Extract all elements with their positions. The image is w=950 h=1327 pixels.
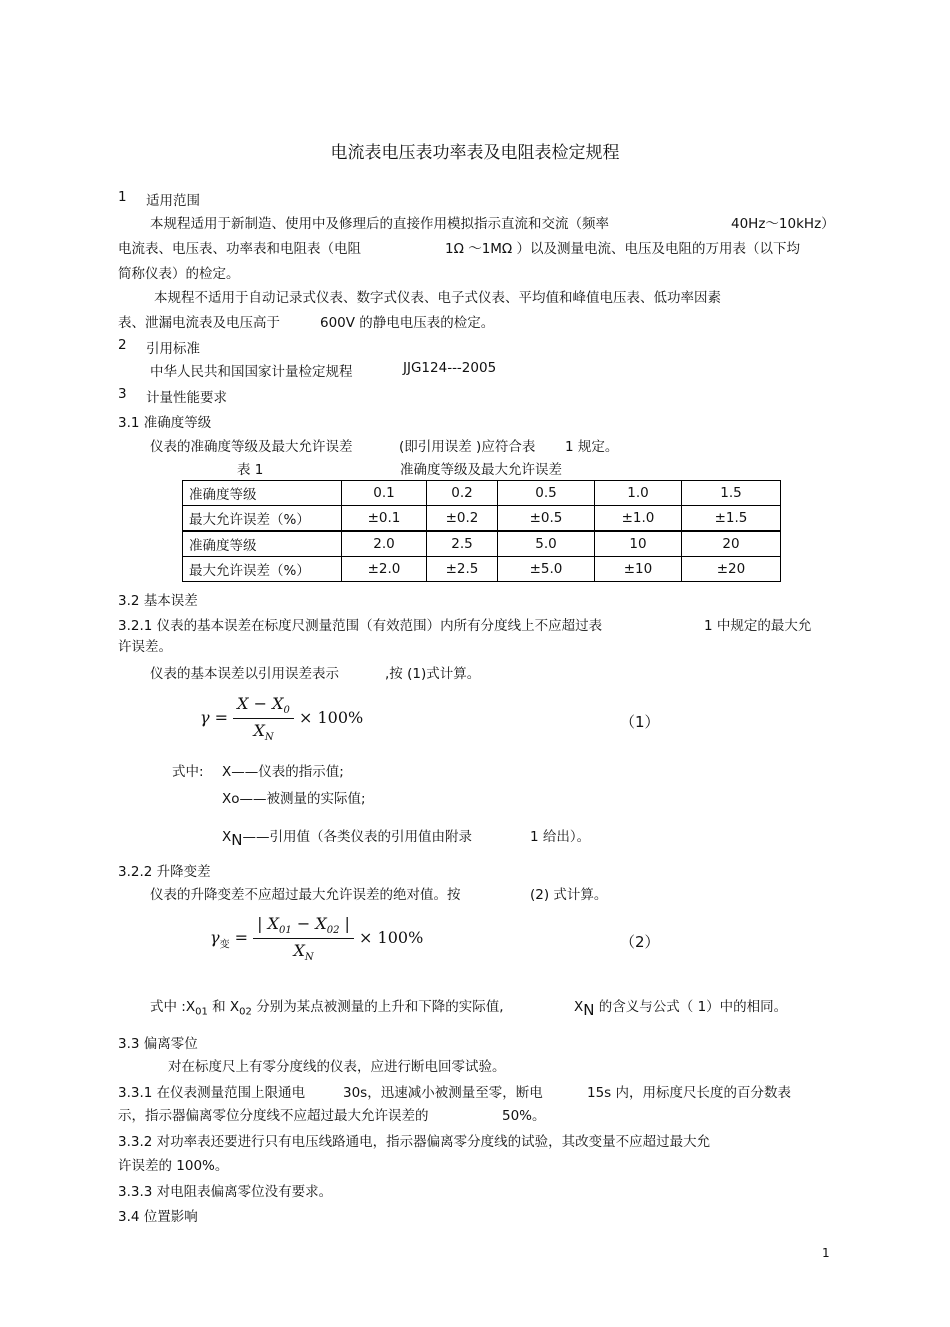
table-cell: ±20 [682, 557, 781, 582]
s1-paragraph-1d: 1Ω ～1MΩ ）以及测量电流、电压及电阻的万用表（以下均 [445, 241, 801, 257]
table-row [183, 531, 781, 557]
table-row-header: 最大允许误差（%） [183, 506, 342, 532]
table-cell: ±0.5 [498, 506, 595, 532]
s332-text-a: 3.3.2 对功率表还要进行只有电压线路通电，指示器偏离零分度线的试验，其改变量不应超过最大允 [118, 1134, 711, 1150]
section-3-heading: 计量性能要求 [146, 390, 227, 406]
s322-text-a: 仪表的升降变差不应超过最大允许误差的绝对值。按 [150, 887, 461, 903]
s331-text-b: 30s，迅速减小被测量至零，断电 [343, 1085, 543, 1101]
definition-xn-symbol: X [222, 829, 232, 845]
reference-code: JJG124---2005 [403, 360, 497, 376]
section-3-2-2-heading: 3.2.2 升降变差 [118, 864, 211, 880]
page-number: 1 [822, 1246, 830, 1260]
s331-text-e: 50%。 [502, 1108, 546, 1124]
section-1-number: 1 [118, 189, 127, 205]
s1-paragraph-1e: 简称仪表）的检定。 [118, 266, 240, 282]
s321-text-c: 许误差。 [118, 639, 172, 655]
definition-x: X——仪表的指示值; [222, 764, 344, 780]
table-row-header: 准确度等级 [183, 481, 342, 506]
accuracy-table [182, 480, 781, 582]
s331-text-c: 15s 内，用标度尺长度的百分数表 [587, 1085, 792, 1101]
eq2-def-part: 式中 :X [150, 999, 196, 1015]
equation-2-definition-2 [574, 995, 788, 1019]
s31-text: 仪表的准确度等级及最大允许误差 [150, 439, 353, 455]
s322-text-b: (2) 式计算。 [530, 887, 608, 903]
definition-xn [222, 825, 472, 849]
table-label: 表 1 [237, 462, 264, 478]
s33-text: 对在标度尺上有零分度线的仪表，应进行断电回零试验。 [168, 1059, 506, 1075]
eq2-def-sub: 02 [239, 1006, 252, 1018]
eq2-def-sub: 01 [195, 1006, 208, 1018]
table-row [183, 557, 781, 582]
s321-text-d: 仪表的基本误差以引用误差表示 [150, 666, 339, 682]
s1-paragraph-1c: 电流表、电压表、功率表和电阻表（电阻 [118, 241, 361, 257]
table-cell: 1.5 [682, 481, 781, 506]
table-cell: ±10 [595, 557, 682, 582]
eq2-def-part: 分别为某点被测量的上升和下降的实际值, [256, 999, 504, 1015]
where-label: 式中: [172, 764, 204, 780]
eq2-def-part: 的含义与公式（ 1）中的相同。 [598, 999, 788, 1015]
table-row-header: 准确度等级 [183, 531, 342, 557]
eq2-def-part: 和 X [212, 999, 240, 1015]
equation-2-number: （2） [620, 933, 660, 951]
section-3-number: 3 [118, 386, 127, 402]
table-cell: ±0.1 [342, 506, 427, 532]
section-3-4-heading: 3.4 位置影响 [118, 1209, 198, 1225]
s1-paragraph-2a: 本规程不适用于自动记录式仪表、数字式仪表、电子式仪表、平均值和峰值电压表、低功率因素 [154, 290, 721, 306]
table-cell: 0.2 [427, 481, 498, 506]
table-row [183, 481, 781, 506]
page-title: 电流表电压表功率表及电阻表检定规程 [330, 143, 620, 163]
table-cell: 5.0 [498, 531, 595, 557]
s331-text-d: 示，指示器偏离零位分度线不应超过最大允许误差的 [118, 1108, 429, 1124]
table-caption: 准确度等级及最大允许误差 [400, 462, 562, 478]
table-cell: 0.5 [498, 481, 595, 506]
eq2-def-sub: N [583, 1001, 595, 1019]
section-1-heading: 适用范围 [146, 193, 200, 209]
s331-text-a: 3.3.1 在仪表测量范围上限通电 [118, 1085, 306, 1101]
s333-text: 3.3.3 对电阻表偏离零位没有要求。 [118, 1184, 333, 1200]
section-3-3-heading: 3.3 偏离零位 [118, 1036, 198, 1052]
table-cell: ±0.2 [427, 506, 498, 532]
equation-1: γ = $\frac{X - X_0}{X_N}$ × 100% [200, 694, 364, 744]
s321-text-e: ,按 (1)式计算。 [385, 666, 481, 682]
table-cell: ±1.5 [682, 506, 781, 532]
s1-paragraph-2b: 表、泄漏电流表及电压高于 [118, 315, 280, 331]
equation-2-definition [150, 995, 504, 1018]
table-cell: 1.0 [595, 481, 682, 506]
definition-xn-text-2: 1 给出）。 [530, 829, 591, 845]
table-cell: ±2.5 [427, 557, 498, 582]
table-cell: ±5.0 [498, 557, 595, 582]
section-2-number: 2 [118, 337, 127, 353]
s1-paragraph-1b: 40Hz～10kHz） [731, 216, 835, 232]
table-cell: 10 [595, 531, 682, 557]
definition-xn-subscript: N [231, 831, 243, 849]
table-row-header: 最大允许误差（%） [183, 557, 342, 582]
table-cell: ±2.0 [342, 557, 427, 582]
s1-paragraph-1a: 本规程适用于新制造、使用中及修理后的直接作用模拟指示直流和交流（频率 [150, 216, 609, 232]
s31-text-2: (即引用误差 )应符合表 [399, 439, 536, 455]
s321-text-a: 3.2.1 仪表的基本误差在标度尺测量范围（有效范围）内所有分度线上不应超过表 [118, 618, 603, 634]
table-row [183, 506, 781, 532]
section-3-1-heading: 3.1 准确度等级 [118, 415, 212, 431]
table-cell: ±1.0 [595, 506, 682, 532]
s1-paragraph-2c: 600V 的静电电压表的检定。 [320, 315, 495, 331]
definition-x0: Xo——被测量的实际值; [222, 791, 366, 807]
equation-1-number: （1） [620, 713, 660, 731]
table-cell: 2.0 [342, 531, 427, 557]
table-cell: 2.5 [427, 531, 498, 557]
s332-text-b: 许误差的 100%。 [118, 1158, 229, 1174]
table-cell: 20 [682, 531, 781, 557]
s31-text-3: 1 规定。 [565, 439, 619, 455]
definition-xn-text: ——引用值（各类仪表的引用值由附录 [242, 829, 472, 845]
equation-2: $\gamma_变$ = $\frac{| X_{01} - X_{02} |}{X_N}$ × 100% [210, 914, 424, 964]
eq2-def-part: X [574, 999, 584, 1015]
s321-text-b: 1 中规定的最大允 [704, 618, 812, 634]
section-3-2-heading: 3.2 基本误差 [118, 593, 198, 609]
section-2-heading: 引用标准 [146, 341, 200, 357]
reference-standard: 中华人民共和国国家计量检定规程 [150, 364, 353, 380]
table-cell: 0.1 [342, 481, 427, 506]
